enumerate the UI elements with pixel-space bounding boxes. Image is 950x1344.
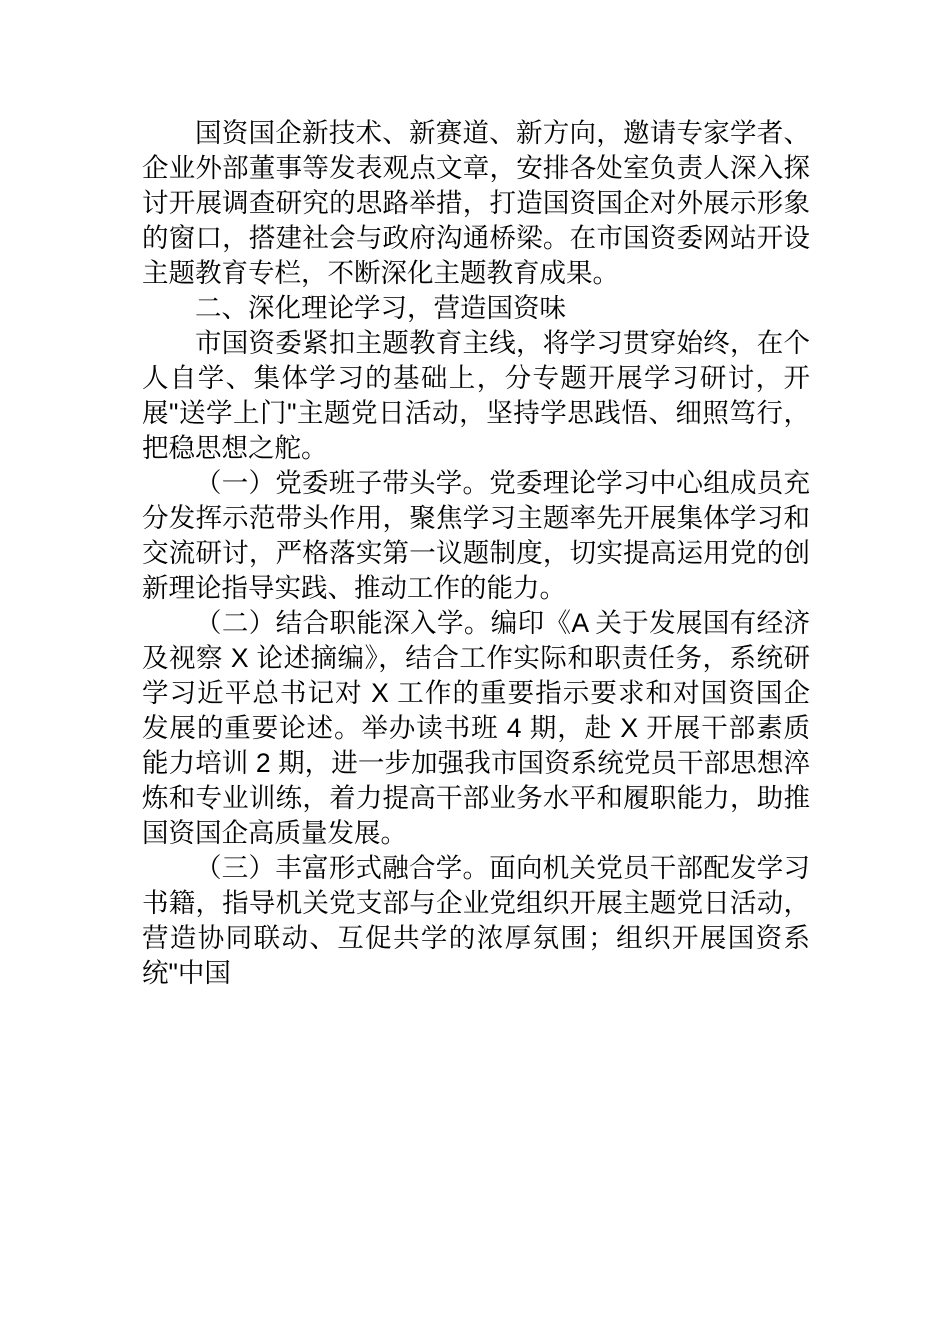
paragraph: （二）结合职能深入学。编印《A 关于发展国有经济及视察 X 论述摘编》，结合工作实际和职责任务，系统研学习近平总书记对 X 工作的重要指示要求和对国资国企发展的重要论述。举办读书班 4 期，赴 X 开展干部素质能力培训 2 期，进一步加强我市国资系统党员干部思想淬炼和专业训练，着力提高干部业务水平和履职能力，助推国资国企高质量发展。	[142, 608, 810, 848]
paragraph: 市国资委紧扣主题教育主线，将学习贯穿始终，在个人自学、集体学习的基础上，分专题开展学习研讨，开展"送学上门"主题党日活动，坚持学思践悟、细照笃行，把稳思想之舵。	[142, 328, 810, 463]
paragraph: 国资国企新技术、新赛道、新方向，邀请专家学者、企业外部董事等发表观点文章，安排各处室负责人深入探讨开展调查研究的思路举措，打造国资国企对外展示形象的窗口，搭建社会与政府沟通桥梁。在市国资委网站开设主题教育专栏，不断深化主题教育成果。	[142, 118, 810, 288]
paragraph: （一）党委班子带头学。党委理论学习中心组成员充分发挥示范带头作用，聚焦学习主题率先开展集体学习和交流研讨，严格落实第一议题制度，切实提高运用党的创新理论指导实践、推动工作的能力。	[142, 468, 810, 603]
section-heading: 二、深化理论学习，营造国资味	[195, 293, 566, 323]
paragraph: （三）丰富形式融合学。面向机关党员干部配发学习书籍，指导机关党支部与企业党组织开展主题党日活动，营造协同联动、互促共学的浓厚氛围；组织开展国资系统"中国	[142, 853, 810, 988]
document-body	[142, 116, 810, 991]
